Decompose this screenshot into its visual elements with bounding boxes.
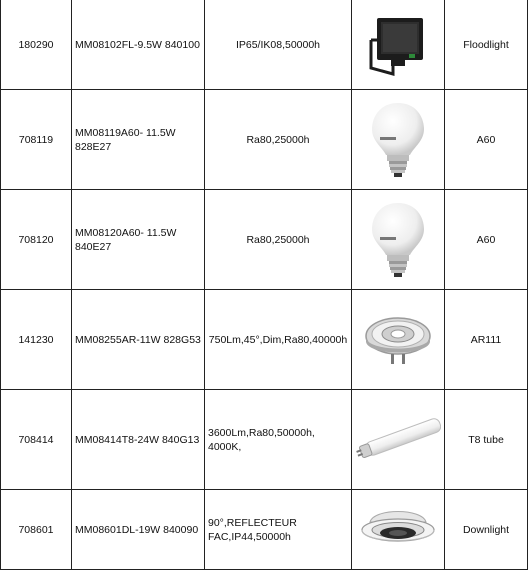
- product-image-cell: [352, 490, 445, 570]
- product-code: 708119: [1, 90, 72, 190]
- spec-value: 750Lm,45°,Dim,Ra80,40000h: [208, 333, 348, 346]
- product-code: 708414: [1, 390, 72, 490]
- product-code: 141230: [1, 290, 72, 390]
- model-name: MM08119A60- 11.5W 828E27: [72, 90, 205, 190]
- spec-value: 90°,REFLECTEUR FAC,IP44,50000h: [208, 516, 297, 543]
- spec-text: [205, 490, 352, 570]
- spec-value: Ra80,25000h: [246, 233, 310, 246]
- product-code: 708120: [1, 190, 72, 290]
- spec-text: [205, 190, 352, 290]
- product-type: Downlight: [445, 490, 528, 570]
- downlight-icon: [356, 500, 440, 560]
- product-type: AR111: [445, 290, 528, 390]
- a60-bulb-icon: [368, 197, 428, 283]
- model-name: MM08601DL-19W 840090: [72, 490, 205, 570]
- table-row: [1, 190, 528, 290]
- floodlight-icon: [363, 10, 433, 80]
- product-image-cell: [352, 290, 445, 390]
- product-code: 180290: [1, 0, 72, 90]
- model-name: MM08102FL-9.5W 840100: [72, 0, 205, 90]
- table-row: [1, 390, 528, 490]
- spec-value: Ra80,25000h: [246, 133, 310, 146]
- product-image-cell: [352, 190, 445, 290]
- table-row: [1, 90, 528, 190]
- model-name: MM08414T8-24W 840G13: [72, 390, 205, 490]
- product-type: A60: [445, 190, 528, 290]
- spec-text: [205, 390, 352, 490]
- spec-text: [205, 90, 352, 190]
- spec-text: [205, 290, 352, 390]
- table-row: [1, 490, 528, 570]
- table-row: [1, 0, 528, 90]
- product-image-cell: [352, 390, 445, 490]
- t8-tube-icon: [355, 410, 441, 470]
- product-type: Floodlight: [445, 0, 528, 90]
- spec-text: [205, 0, 352, 90]
- spec-value: 3600Lm,Ra80,50000h, 4000K,: [208, 426, 315, 453]
- product-image-cell: [352, 90, 445, 190]
- product-code: 708601: [1, 490, 72, 570]
- product-type: A60: [445, 90, 528, 190]
- product-type: T8 tube: [445, 390, 528, 490]
- product-image-cell: [352, 0, 445, 90]
- spec-value: IP65/IK08,50000h: [235, 38, 321, 51]
- model-name: MM08255AR-11W 828G53: [72, 290, 205, 390]
- a60-bulb-icon: [368, 97, 428, 183]
- model-name: MM08120A60- 11.5W 840E27: [72, 190, 205, 290]
- ar111-lamp-icon: [361, 310, 435, 370]
- table-row: [1, 290, 528, 390]
